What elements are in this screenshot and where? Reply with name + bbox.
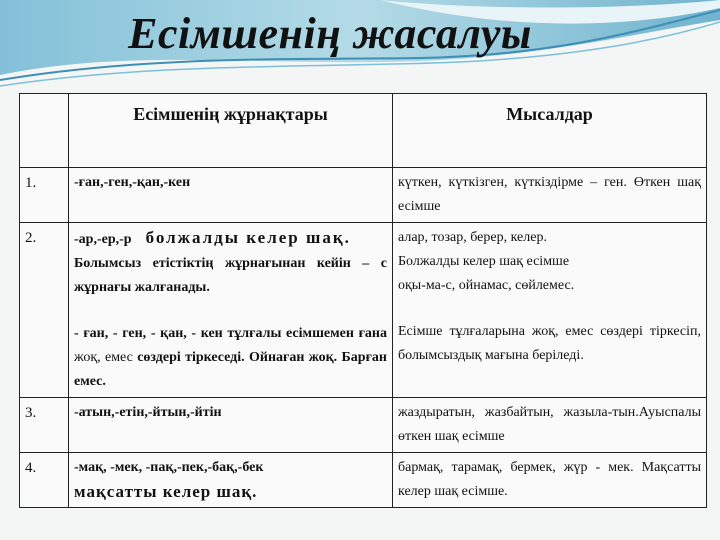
row-suffix	[69, 223, 393, 398]
row-example: жаздыратын, жазбайтын, жазыла-тын.Ауыспалы өткен шақ есімше	[393, 398, 707, 453]
example-d: Есімше тұлғаларына жоқ, емес сөздері тіркесіп, болымсыздық мағына беріледі.	[398, 324, 701, 363]
header-examples: Мысалдар	[393, 94, 707, 168]
suffix-a: -ар,-ер,-р	[74, 232, 132, 247]
suffix-b: Болымсыз етістіктің жұрнағынан кейін – с жұрнағы жалғанады.	[74, 256, 387, 295]
row-example: бармақ, тарамақ, бермек, жүр - мек. Мақсатты келер шақ есімше.	[393, 453, 707, 508]
suffix-big: мақсатты келер шақ.	[74, 482, 258, 501]
row-suffix	[69, 453, 393, 508]
suffix-c3: сөздері тіркеседі. Ойнаған жоқ. Барған емес.	[74, 350, 388, 389]
example-a: алар, тозар, берер, келер.	[398, 230, 547, 245]
header-suffixes: Есімшенің жұрнақтары	[69, 94, 393, 168]
row-suffix: -атын,-етін,-йтын,-йтін	[69, 398, 393, 453]
table-row	[20, 223, 707, 398]
row-num: 3.	[20, 398, 69, 453]
example-c: оқы-ма-с, ойнамас, сөйлемес.	[398, 278, 575, 293]
row-example	[393, 223, 707, 398]
table-row	[20, 453, 707, 508]
suffix-table	[19, 93, 707, 508]
row-num: 2.	[20, 223, 69, 398]
suffix-c2: жоқ, емес	[74, 350, 133, 365]
row-suffix: -ған,-ген,-қан,-кен	[69, 168, 393, 223]
page-title: Есімшенің жасалуы	[128, 9, 532, 58]
table-row	[20, 168, 707, 223]
row-example: күткен, күткізген, күткіздірме – ген. Өткен шақ есімше	[393, 168, 707, 223]
row-num: 1.	[20, 168, 69, 223]
suffix-c1: - ған, - ген, - қан, - кен тұлғалы есімшемен ғана	[74, 326, 387, 341]
suffix-a: -мақ, -мек, -пақ,-пек,-бақ,-бек	[74, 460, 264, 475]
table-row	[20, 398, 707, 453]
row-num: 4.	[20, 453, 69, 508]
example-b: Болжалды келер шақ есімше	[398, 254, 570, 269]
header-num	[20, 94, 69, 168]
table-header-row	[20, 94, 707, 168]
suffix-a-big: болжалды келер шақ.	[145, 228, 351, 247]
